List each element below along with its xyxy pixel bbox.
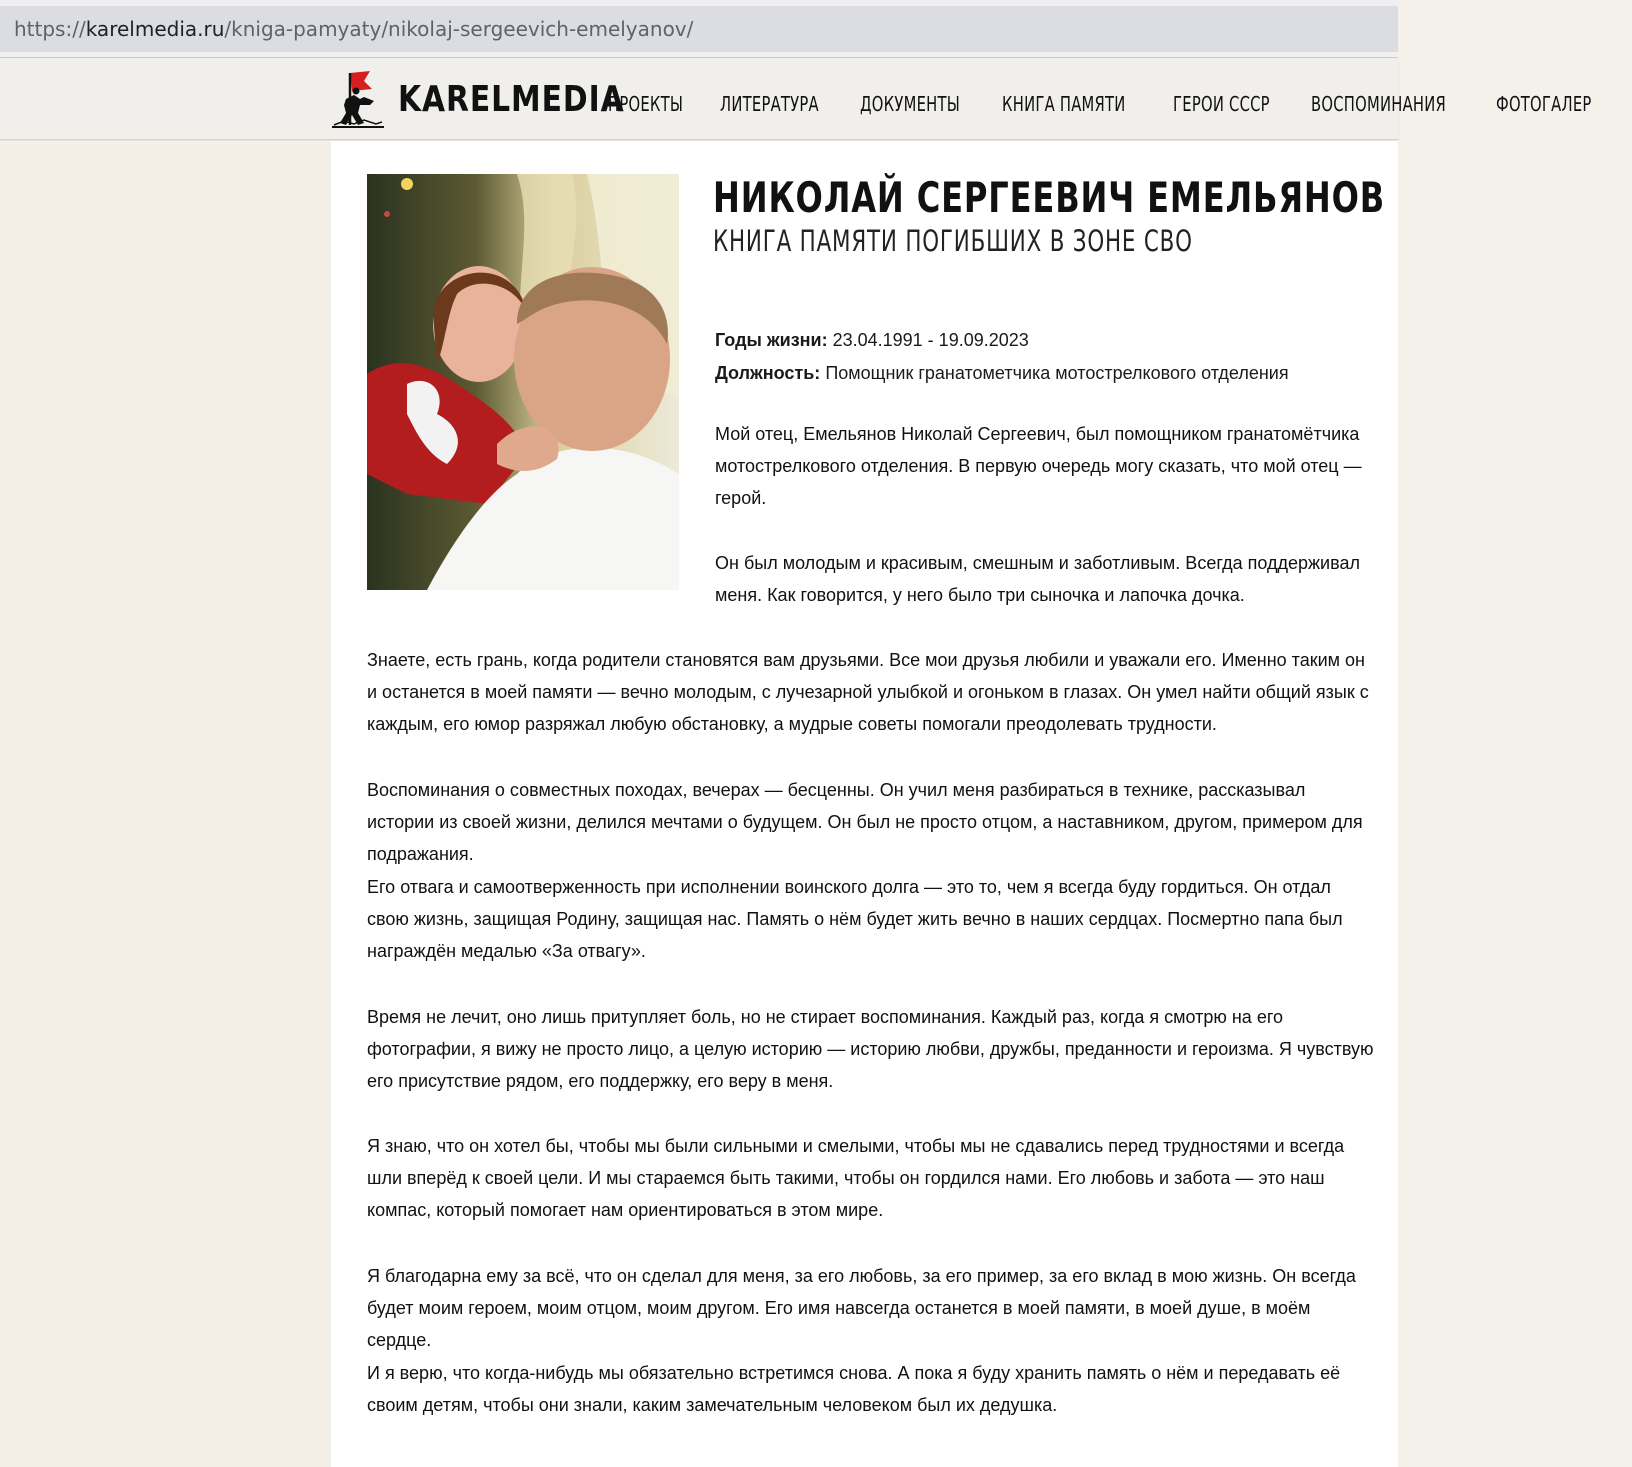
article-paragraph: Воспоминания о совместных походах, вечерах — бесценны. Он учил меня разбираться в технике, рассказывал истории из своей жизни, делился мечтами о будущем. Он был не просто отцом, а наставником, другом, примером для подражания. xyxy=(367,780,1363,864)
page-subtitle: КНИГА ПАМЯТИ ПОГИБШИХ В ЗОНЕ СВО xyxy=(713,224,1193,258)
title-block xyxy=(713,173,1386,258)
article-paragraph: Его отвага и самоотверженность при исполнении воинского долга — это то, чем я всегда буду гордиться. Он отдал свою жизнь, защищая Родину, защищая нас. Память о нём будет жить вечно в наших сердцах. Посмертно папа был награждён медалью «За отвагу». xyxy=(367,877,1343,961)
article-paragraph: Он был молодым и красивым, смешным и заботливым. Всегда поддерживал меня. Как говорится, у него было три сыночка и лапочка дочка. xyxy=(715,553,1360,605)
person-photo xyxy=(367,174,679,590)
position-label: Должность: xyxy=(715,363,821,383)
position-value: Помощник гранатометчика мотострелкового отделения xyxy=(825,363,1289,383)
nav-memories[interactable]: ВОСПОМИНАНИЯ xyxy=(1310,92,1447,116)
nav-documents[interactable]: ДОКУМЕНТЫ xyxy=(860,92,961,116)
years-row xyxy=(715,324,1289,357)
nav-photogallery[interactable]: ФОТОГАЛЕР xyxy=(1495,92,1592,116)
article-paragraph: Я знаю, что он хотел бы, чтобы мы были сильными и смелыми, чтобы мы не сдавались перед трудностями и всегда шли вперёд к своей цели. И мы стараемся быть такими, чтобы он гордился нами. Его любовь и забота — это наш компас, который помогает нам ориентироваться в этом мире. xyxy=(367,1136,1345,1220)
main-nav xyxy=(608,92,1632,116)
site-logo[interactable] xyxy=(330,66,644,132)
url-prefix: https:// xyxy=(14,17,86,41)
article-paragraph: Я благодарна ему за всё, что он сделал для меня, за его любовь, за его пример, за его вклад в мою жизнь. Он всегда будет моим героем, моим отцом, моим другом. Его имя навсегда останется в моей памяти, в моей душе, в моём сердце. xyxy=(367,1266,1356,1350)
years-value: 23.04.1991 - 19.09.2023 xyxy=(832,330,1029,350)
portrait-photo-image xyxy=(367,174,679,590)
position-row xyxy=(715,357,1289,390)
site-header xyxy=(0,60,1592,140)
article-paragraph: Время не лечит, оно лишь притупляет боль, но не стирает воспоминания. Каждый раз, когда я смотрю на его фотографии, я вижу не просто лицо, а целую историю — историю любви, дружбы, преданности и героизма. Я чувствую его присутствие рядом, его поддержку, его веру в меня. xyxy=(367,1007,1374,1091)
nav-book-of-memory[interactable]: КНИГА ПАМЯТИ xyxy=(1002,92,1126,116)
url-field[interactable] xyxy=(0,6,1398,52)
page-title: НИКОЛАЙ СЕРГЕЕВИЧ ЕМЕЛЬЯНОВ xyxy=(713,173,1386,222)
logo-wordmark: KARELMEDIA xyxy=(398,78,625,120)
browser-address-bar xyxy=(0,0,1398,58)
url-path: /kniga-pamyaty/nikolaj-sergeevich-emelyanov/ xyxy=(224,17,694,41)
article-paragraph: И я верю, что когда-нибудь мы обязательно встретимся снова. А пока я буду хранить память о нём и передавать её своим детям, чтобы они знали, каким замечательным человеком был их дедушка. xyxy=(367,1363,1341,1415)
article-content xyxy=(331,141,1398,1467)
nav-literature[interactable]: ЛИТЕРАТУРА xyxy=(719,92,819,116)
years-label: Годы жизни: xyxy=(715,330,828,350)
article-paragraph: Знаете, есть грань, когда родители становятся вам друзьями. Все мои друзья любили и уважали его. Именно таким он и останется в моей памяти — вечно молодым, с лучезарной улыбкой и огоньком в глазах. Он умел найти общий язык с каждым, его юмор разряжал любую обстановку, а мудрые советы помогали преодолевать трудности. xyxy=(367,650,1369,734)
page-background-paper xyxy=(0,141,331,1467)
person-meta xyxy=(715,324,1289,390)
article-paragraph: Мой отец, Емельянов Николай Сергеевич, был помощником гранатомётчика мотострелкового отделения. В первую очередь могу сказать, что мой отец — герой. xyxy=(715,424,1362,508)
nav-heroes-ussr[interactable]: ГЕРОИ СССР xyxy=(1172,92,1270,116)
nav-projects[interactable]: ПРОЕКТЫ xyxy=(608,92,684,116)
url-domain: karelmedia.ru xyxy=(85,17,225,41)
soldier-flag-logo-icon xyxy=(330,69,386,129)
